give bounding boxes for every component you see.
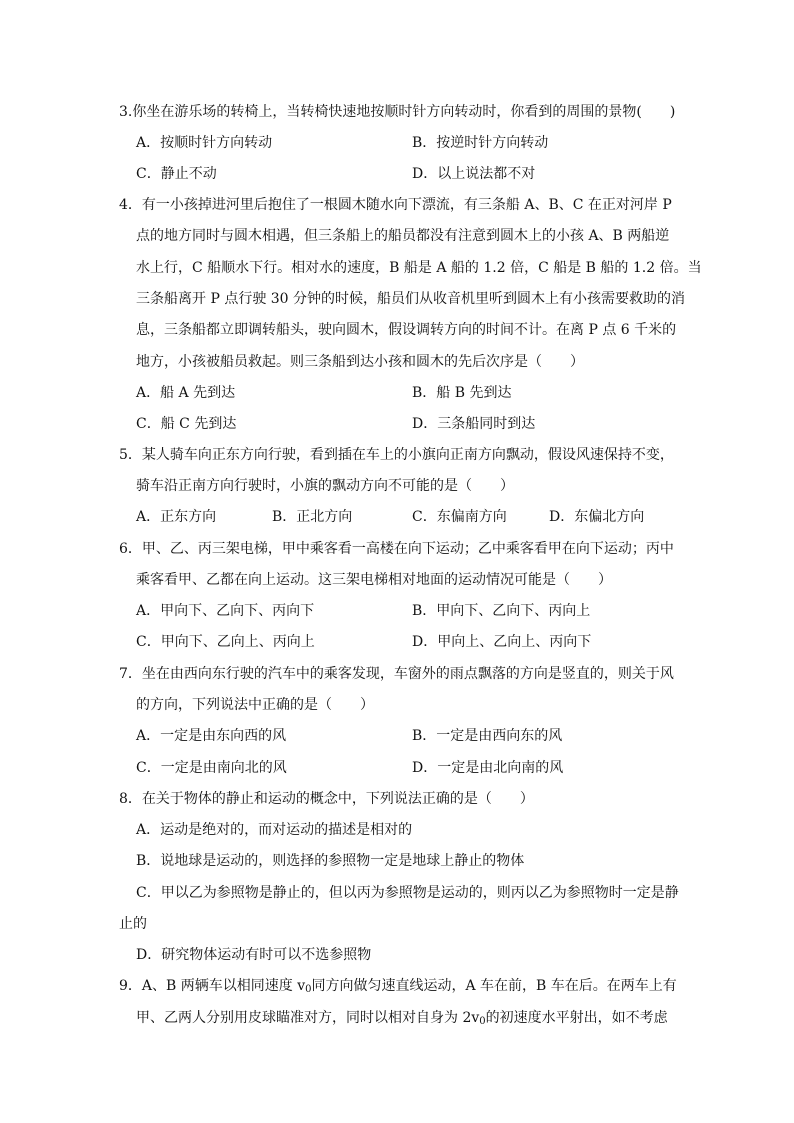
question-3-text: 3.你坐在游乐场的转椅上，当转椅快速地按顺时针方向转动时，你看到的周围的景物( ) <box>119 104 676 120</box>
question-3-option-b: B．按逆时针方向转动 <box>412 135 549 151</box>
question-5-option-d: D．东偏北方向 <box>549 509 645 525</box>
question-9-line-1 <box>119 977 677 999</box>
question-4-option-c: C．船 C 先到达 <box>136 416 237 432</box>
question-6-line-1: 6．甲、乙、丙三架电梯，甲中乘客看一高楼在向下运动；乙中乘客看甲在向下运动；丙中 <box>119 541 674 557</box>
question-8-option-a: A．运动是绝对的，而对运动的描述是相对的 <box>136 822 413 838</box>
question-9-line-1-part-2: 同方向做匀速直线运动，A 车在前，B 车在后。在两车上有 <box>311 978 677 994</box>
question-3-option-a: A．按顺时针方向转动 <box>136 135 273 151</box>
question-3-option-d: D．以上说法都不对 <box>412 166 536 182</box>
question-9-line-2 <box>136 1009 668 1031</box>
question-6-option-a: A．甲向下、乙向下、丙向下 <box>136 603 315 619</box>
question-7-option-b: B．一定是由西向东的风 <box>412 728 563 744</box>
question-5-option-b: B．正北方向 <box>272 509 353 525</box>
question-5-option-a: A．正东方向 <box>136 509 217 525</box>
question-4-option-d: D．三条船同时到达 <box>412 416 536 432</box>
question-6-option-c: C．甲向下、乙向上、丙向上 <box>136 634 315 650</box>
question-8-option-b: B．说地球是运动的，则选择的参照物一定是地球上静止的物体 <box>136 853 525 869</box>
question-8-option-c-line-1: C．甲以乙为参照物是静止的，但以丙为参照物是运动的，则丙以乙为参照物时一定是静 <box>136 885 679 901</box>
question-7-line-1: 7．坐在由西向东行驶的汽车中的乘客发现，车窗外的雨点飘落的方向是竖直的，则关于风 <box>119 666 674 682</box>
question-6-option-d: D．甲向上、乙向上、丙向下 <box>412 634 592 650</box>
question-7-line-2: 的方向，下列说法中正确的是（ ） <box>136 697 374 713</box>
question-4-line-4: 三条船离开 P 点行驶 30 分钟的时候，船员们从收音机里听到圆木上有小孩需要救助的消 <box>136 291 686 307</box>
question-4-line-2: 点的地方同时与圆木相遇，但三条船上的船员都没有注意到圆木上的小孩 A、B 两船逆 <box>136 228 670 244</box>
question-5-line-1: 5．某人骑车向正东方向行驶，看到插在车上的小旗向正南方向飘动，假设风速保持不变， <box>119 447 674 463</box>
subscript-zero-2: 0 <box>479 1016 486 1027</box>
question-6-line-2: 乘客看甲、乙都在向上运动。这三架电梯相对地面的运动情况可能是（ ） <box>136 572 612 588</box>
question-7-option-a: A．一定是由东向西的风 <box>136 728 287 744</box>
question-4-option-b: B．船 B 先到达 <box>412 385 512 401</box>
question-8-option-c-line-2: 止的 <box>119 916 147 932</box>
question-5-line-2: 骑车沿正南方向行驶时，小旗的飘动方向不可能的是（ ） <box>136 478 514 494</box>
question-4-line-5: 息，三条船都立即调转船头，驶向圆木，假设调转方向的时间不计。在离 P 点 6 千米的 <box>136 322 677 338</box>
question-4-line-1: 4．有一小孩掉进河里后抱住了一根圆木随水向下漂流，有三条船 A、B、C 在正对河岸 P <box>119 197 672 213</box>
subscript-zero: 0 <box>305 984 312 995</box>
question-9-line-2-part-2: 的初速度水平射出，如不考虑 <box>485 1010 668 1026</box>
question-3-option-c: C．静止不动 <box>136 166 217 182</box>
question-7-option-c: C．一定是由南向北的风 <box>136 760 287 776</box>
question-4-line-3: 水上行，C 船顺水下行。相对水的速度，B 船是 A 船的 1.2 倍，C 船是 B 船的 1.2 倍。当 <box>136 260 702 276</box>
question-8-option-d: D．研究物体运动有时可以不选参照物 <box>136 947 372 963</box>
question-5-option-c: C．东偏南方向 <box>412 509 507 525</box>
question-8-text: 8．在关于物体的静止和运动的概念中，下列说法正确的是（ ） <box>119 791 534 807</box>
question-6-option-b: B．甲向下、乙向下、丙向上 <box>412 603 591 619</box>
question-4-line-6: 地方，小孩被船员救起。则三条船到达小孩和圆木的先后次序是（ ） <box>136 354 584 370</box>
question-9-line-2-part-1: 甲、乙两人分别用皮球瞄准对方，同时以相对自身为 2v <box>136 1010 480 1026</box>
question-4-option-a: A．船 A 先到达 <box>136 385 236 401</box>
question-7-option-d: D．一定是由北向南的风 <box>412 760 564 776</box>
question-9-line-1-part-1: 9．A、B 两辆车以相同速度 v <box>119 978 306 994</box>
